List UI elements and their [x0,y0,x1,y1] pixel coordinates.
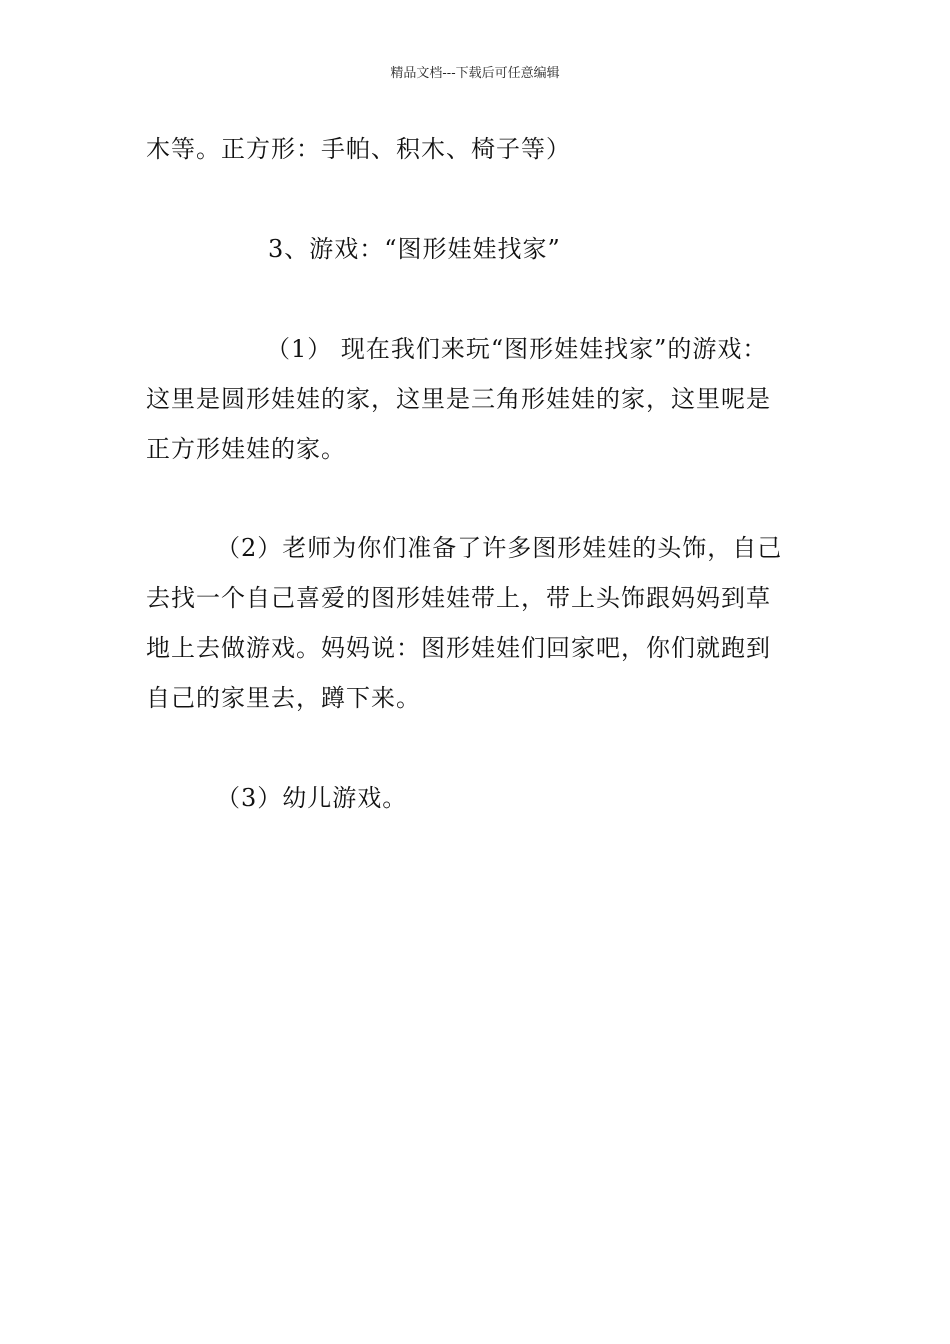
text-line: 自己的家里去，蹲下来。 [146,684,421,712]
text-line: （2）老师为你们准备了许多图形娃娃的头饰，自己 [216,534,783,562]
paragraph-step-1 [146,324,810,474]
text-line: 正方形娃娃的家。 [146,435,346,463]
paragraph-continuation [146,124,810,174]
text-line: 3、游戏：“图形娃娃找家” [268,235,561,263]
text-line: （3）幼儿游戏。 [216,784,408,812]
text-line: （1） 现在我们来玩“图形娃娃找家”的游戏： [266,335,768,363]
text-line: 这里是圆形娃娃的家，这里是三角形娃娃的家，这里呢是 [146,385,771,413]
section-heading-game [268,224,932,274]
text-line: 地上去做游戏。妈妈说：图形娃娃们回家吧，你们就跑到 [146,634,771,662]
text-line: 木等。正方形：手帕、积木、椅子等） [146,135,571,163]
text-line: 去找一个自己喜爱的图形娃娃带上，带上头饰跟妈妈到草 [146,584,771,612]
paragraph-step-2 [146,523,810,723]
paragraph-step-3 [146,773,810,823]
page-header: 精品文档---下载后可任意编辑 [390,66,560,81]
